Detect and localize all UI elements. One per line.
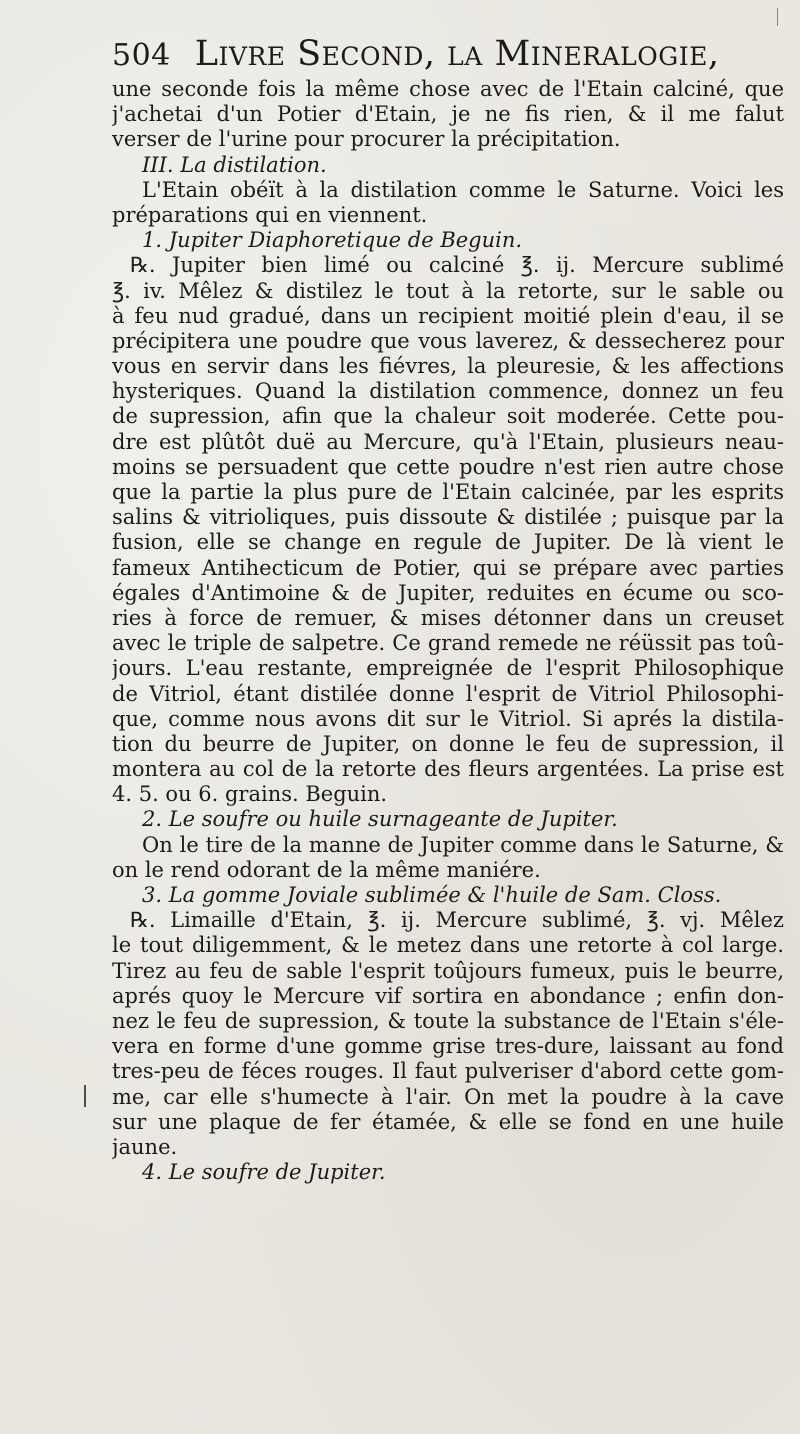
text-line: vera en forme d'une gomme grise tres-dure, laissant au fond xyxy=(112,1034,784,1059)
section-heading: 3. La gomme Joviale sublimée & l'huile de Sam. Closs. xyxy=(142,883,722,907)
text-line: préparations qui en viennent. xyxy=(112,202,428,227)
margin-pencil-mark xyxy=(84,1085,86,1107)
text-line: hysteriques. Quand la distilation commence, donnez un feu xyxy=(112,379,784,404)
running-title: Livre Second, la Mineralogie, xyxy=(194,34,720,74)
text-line: de Vitriol, étant distilée donne l'esprit de Vitriol Philosophi- xyxy=(112,681,784,706)
page-number: 504 xyxy=(112,38,171,73)
text-line: nez le feu de supression, & toute la substance de l'Etain s'éle- xyxy=(112,1008,784,1033)
text-line: ℥. iv. Mêlez & distilez le tout à la retorte, sur le sable ou xyxy=(112,278,784,303)
text-line: moins se persuadent que cette poudre n'est rien autre chose xyxy=(112,454,784,479)
text-line: tion du beurre de Jupiter, on donne le feu de supression, il xyxy=(112,731,784,756)
text-line: avec le triple de salpetre. Ce grand remede ne réüssit pas toû- xyxy=(112,631,784,656)
text-line: sur une plaque de fer étamée, & elle se fond en une huile xyxy=(112,1109,784,1134)
text-line: vous en servir dans les fiévres, la pleuresie, & les affections xyxy=(112,354,784,379)
text-line: j'achetai d'un Potier d'Etain, je ne fis rien, & il me falut xyxy=(112,102,784,127)
text-line: que la partie la plus pure de l'Etain calcinée, par les esprits xyxy=(112,480,784,504)
text-line: jaune. xyxy=(112,1134,178,1159)
text-line: aprés quoy le Mercure vif sortira en abondance ; enfin don- xyxy=(112,983,784,1008)
text-line: jours. L'eau restante, empreignée de l'esprit Philosophique xyxy=(112,656,784,681)
text-line: ℞. Limaille d'Etain, ℥. ij. Mercure sublimé, ℥. vj. Mêlez xyxy=(130,908,784,933)
text-line: me, car elle s'humecte à l'air. On met la poudre à la cave xyxy=(112,1084,784,1109)
text-line: à feu nud gradué, dans un recipient moitié plein d'eau, il se xyxy=(112,303,784,328)
text-line: Tirez au feu de sable l'esprit toûjours fumeux, puis le beurre, xyxy=(112,958,784,983)
section-heading: 4. Le soufre de Jupiter. xyxy=(142,1160,386,1185)
text-line: fusion, elle se change en regule de Jupiter. De là vient le xyxy=(112,530,784,555)
text-line: dre est plûtôt duë au Mercure, qu'à l'Etain, plusieurs neau- xyxy=(112,429,784,454)
text-line: tres-peu de féces rouges. Il faut pulveriser d'abord cette gom- xyxy=(112,1059,784,1084)
text-line: salins & vitrioliques, puis dissoute & distilée ; puisque par la xyxy=(112,505,784,530)
text-line: On le tire de la manne de Jupiter comme dans le Saturne, & xyxy=(142,832,784,857)
text-line: que, comme nous avons dit sur le Vitriol. Si aprés la distila- xyxy=(112,706,784,731)
text-line: verser de l'urine pour procurer la précipitation. xyxy=(112,127,621,152)
text-line: une seconde fois la même chose avec de l'Etain calciné, que xyxy=(112,77,784,101)
section-heading: 1. Jupiter Diaphoretique de Beguin. xyxy=(142,228,523,253)
text-line: 4. 5. ou 6. grains. Beguin. xyxy=(112,782,388,807)
text-line: fameux Antihecticum de Potier, qui se prépare avec parties xyxy=(112,555,784,580)
text-line: montera au col de la retorte des fleurs argentées. La prise est xyxy=(112,757,784,782)
text-line: le tout diligemment, & le metez dans une retorte à col large. xyxy=(112,933,784,958)
text-line: de supression, afin que la chaleur soit moderée. Cette pou- xyxy=(112,404,784,429)
text-line: précipitera une poudre que vous laverez, & dessecherez pour xyxy=(112,328,784,353)
page-corner-mark xyxy=(777,8,778,26)
text-line: ℞. Jupiter bien limé ou calciné ℥. ij. Mercure sublimé xyxy=(130,253,784,278)
section-heading: 2. Le soufre ou huile surnageante de Jupiter. xyxy=(142,807,618,832)
running-head xyxy=(112,34,784,76)
book-page xyxy=(112,34,784,1185)
text-line: ries à force de remuer, & mises détonner dans un creuset xyxy=(112,605,784,630)
text-line: L'Etain obéït à la distilation comme le Saturne. Voici les xyxy=(142,177,784,202)
text-line: on le rend odorant de la même maniére. xyxy=(112,857,541,882)
section-heading: III. La distilation. xyxy=(142,152,327,177)
text-body xyxy=(112,77,784,1185)
text-line: égales d'Antimoine & de Jupiter, reduites en écume ou sco- xyxy=(112,580,784,605)
